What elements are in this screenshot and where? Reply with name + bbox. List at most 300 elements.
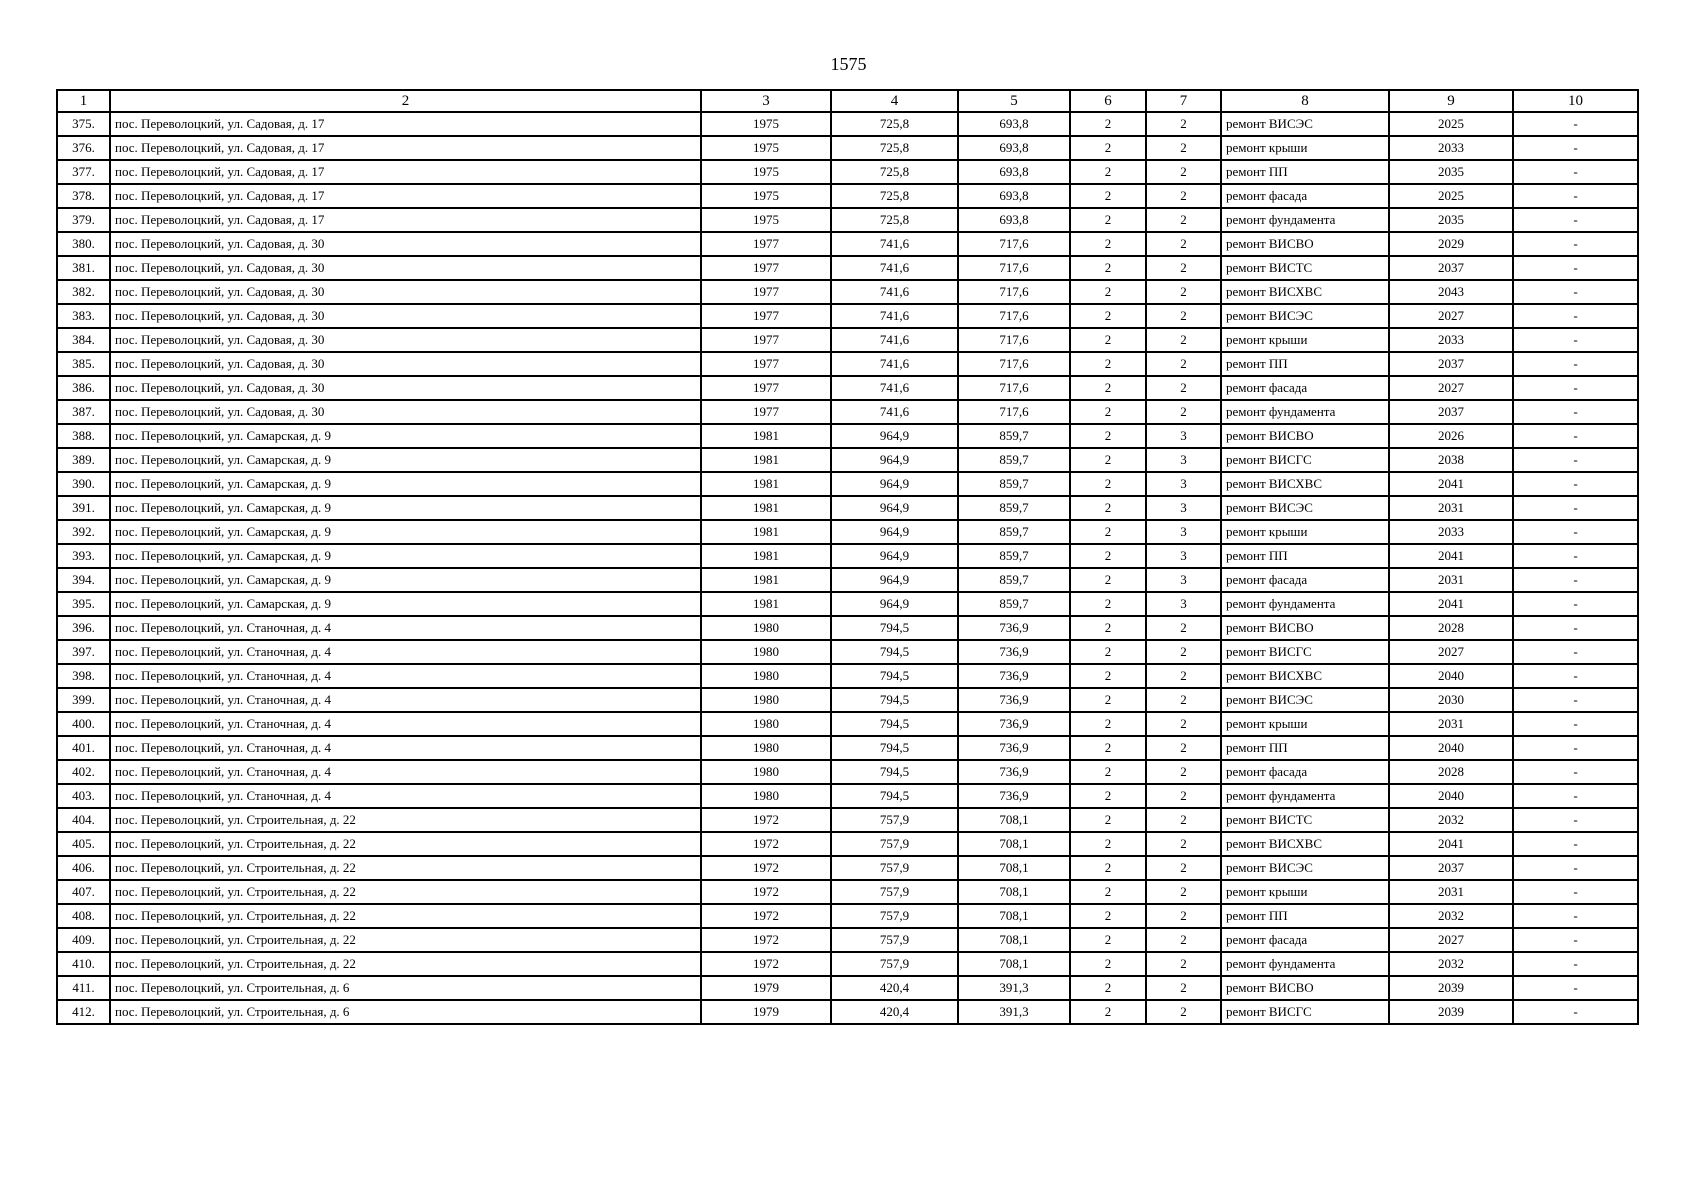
table-row [57, 160, 1638, 184]
cell-entrances: 3 [1146, 424, 1221, 448]
cell-floors: 2 [1070, 304, 1146, 328]
cell-living-area: 708,1 [958, 928, 1070, 952]
cell-entrances: 2 [1146, 808, 1221, 832]
cell-address: пос. Переволоцкий, ул. Строительная, д. 22 [110, 832, 701, 856]
cell-work-type: ремонт фундамента [1221, 400, 1389, 424]
cell-work-type: ремонт ВИСЭС [1221, 112, 1389, 136]
table-row [57, 256, 1638, 280]
cell-note: - [1513, 760, 1638, 784]
column-header-9: 9 [1389, 90, 1513, 112]
cell-work-type: ремонт ВИСХВС [1221, 472, 1389, 496]
cell-living-area: 717,6 [958, 280, 1070, 304]
cell-floors: 2 [1070, 640, 1146, 664]
cell-address: пос. Переволоцкий, ул. Самарская, д. 9 [110, 496, 701, 520]
cell-living-area: 736,9 [958, 688, 1070, 712]
cell-work-type: ремонт ПП [1221, 736, 1389, 760]
cell-entrances: 2 [1146, 736, 1221, 760]
cell-year-built: 1981 [701, 472, 831, 496]
cell-row-number: 397. [57, 640, 110, 664]
cell-total-area: 757,9 [831, 904, 958, 928]
cell-planned-year: 2037 [1389, 856, 1513, 880]
cell-planned-year: 2025 [1389, 184, 1513, 208]
cell-planned-year: 2029 [1389, 232, 1513, 256]
cell-row-number: 396. [57, 616, 110, 640]
cell-year-built: 1980 [701, 640, 831, 664]
cell-note: - [1513, 904, 1638, 928]
cell-year-built: 1979 [701, 976, 831, 1000]
cell-work-type: ремонт ВИСХВС [1221, 832, 1389, 856]
cell-floors: 2 [1070, 160, 1146, 184]
cell-year-built: 1972 [701, 952, 831, 976]
cell-total-area: 725,8 [831, 136, 958, 160]
cell-total-area: 725,8 [831, 208, 958, 232]
cell-living-area: 859,7 [958, 448, 1070, 472]
cell-planned-year: 2041 [1389, 544, 1513, 568]
table-row [57, 424, 1638, 448]
cell-living-area: 693,8 [958, 208, 1070, 232]
cell-row-number: 386. [57, 376, 110, 400]
cell-planned-year: 2032 [1389, 952, 1513, 976]
cell-total-area: 741,6 [831, 304, 958, 328]
cell-total-area: 420,4 [831, 976, 958, 1000]
cell-year-built: 1975 [701, 160, 831, 184]
cell-entrances: 2 [1146, 112, 1221, 136]
cell-total-area: 964,9 [831, 520, 958, 544]
cell-total-area: 725,8 [831, 160, 958, 184]
table-row [57, 640, 1638, 664]
table-row [57, 880, 1638, 904]
cell-row-number: 390. [57, 472, 110, 496]
cell-living-area: 708,1 [958, 904, 1070, 928]
cell-work-type: ремонт ПП [1221, 352, 1389, 376]
cell-work-type: ремонт ПП [1221, 904, 1389, 928]
cell-entrances: 3 [1146, 520, 1221, 544]
column-header-10: 10 [1513, 90, 1638, 112]
cell-total-area: 794,5 [831, 760, 958, 784]
cell-total-area: 964,9 [831, 448, 958, 472]
cell-row-number: 398. [57, 664, 110, 688]
cell-entrances: 3 [1146, 592, 1221, 616]
cell-entrances: 2 [1146, 280, 1221, 304]
cell-work-type: ремонт фасада [1221, 184, 1389, 208]
cell-note: - [1513, 256, 1638, 280]
cell-living-area: 693,8 [958, 184, 1070, 208]
cell-floors: 2 [1070, 496, 1146, 520]
cell-work-type: ремонт ВИСВО [1221, 976, 1389, 1000]
cell-address: пос. Переволоцкий, ул. Садовая, д. 17 [110, 184, 701, 208]
cell-planned-year: 2027 [1389, 376, 1513, 400]
table-row [57, 472, 1638, 496]
cell-entrances: 2 [1146, 376, 1221, 400]
cell-entrances: 2 [1146, 904, 1221, 928]
cell-work-type: ремонт фасада [1221, 928, 1389, 952]
cell-entrances: 2 [1146, 328, 1221, 352]
cell-row-number: 403. [57, 784, 110, 808]
cell-address: пос. Переволоцкий, ул. Самарская, д. 9 [110, 544, 701, 568]
cell-address: пос. Переволоцкий, ул. Садовая, д. 30 [110, 232, 701, 256]
cell-year-built: 1981 [701, 424, 831, 448]
cell-work-type: ремонт крыши [1221, 136, 1389, 160]
cell-note: - [1513, 688, 1638, 712]
cell-address: пос. Переволоцкий, ул. Станочная, д. 4 [110, 712, 701, 736]
cell-living-area: 859,7 [958, 568, 1070, 592]
cell-total-area: 794,5 [831, 784, 958, 808]
cell-address: пос. Переволоцкий, ул. Самарская, д. 9 [110, 424, 701, 448]
cell-total-area: 757,9 [831, 808, 958, 832]
cell-year-built: 1975 [701, 184, 831, 208]
cell-note: - [1513, 520, 1638, 544]
cell-total-area: 794,5 [831, 688, 958, 712]
cell-address: пос. Переволоцкий, ул. Садовая, д. 30 [110, 400, 701, 424]
cell-living-area: 708,1 [958, 880, 1070, 904]
table-row [57, 280, 1638, 304]
cell-total-area: 741,6 [831, 256, 958, 280]
cell-year-built: 1977 [701, 232, 831, 256]
cell-year-built: 1977 [701, 304, 831, 328]
cell-entrances: 2 [1146, 832, 1221, 856]
cell-floors: 2 [1070, 232, 1146, 256]
table-row [57, 376, 1638, 400]
cell-floors: 2 [1070, 1000, 1146, 1024]
cell-row-number: 379. [57, 208, 110, 232]
cell-total-area: 794,5 [831, 712, 958, 736]
cell-year-built: 1981 [701, 592, 831, 616]
cell-row-number: 376. [57, 136, 110, 160]
cell-note: - [1513, 712, 1638, 736]
cell-floors: 2 [1070, 664, 1146, 688]
cell-total-area: 741,6 [831, 232, 958, 256]
column-header-3: 3 [701, 90, 831, 112]
cell-work-type: ремонт ВИСХВС [1221, 280, 1389, 304]
cell-row-number: 392. [57, 520, 110, 544]
column-header-4: 4 [831, 90, 958, 112]
cell-note: - [1513, 424, 1638, 448]
table-row [57, 232, 1638, 256]
cell-entrances: 2 [1146, 760, 1221, 784]
cell-planned-year: 2033 [1389, 136, 1513, 160]
cell-entrances: 2 [1146, 856, 1221, 880]
cell-address: пос. Переволоцкий, ул. Строительная, д. 22 [110, 952, 701, 976]
cell-floors: 2 [1070, 592, 1146, 616]
cell-floors: 2 [1070, 760, 1146, 784]
cell-entrances: 3 [1146, 472, 1221, 496]
cell-total-area: 794,5 [831, 616, 958, 640]
cell-address: пос. Переволоцкий, ул. Самарская, д. 9 [110, 472, 701, 496]
cell-address: пос. Переволоцкий, ул. Садовая, д. 30 [110, 256, 701, 280]
cell-floors: 2 [1070, 208, 1146, 232]
cell-row-number: 393. [57, 544, 110, 568]
cell-planned-year: 2039 [1389, 976, 1513, 1000]
cell-year-built: 1972 [701, 928, 831, 952]
cell-work-type: ремонт ПП [1221, 160, 1389, 184]
cell-living-area: 708,1 [958, 808, 1070, 832]
cell-planned-year: 2037 [1389, 256, 1513, 280]
cell-row-number: 405. [57, 832, 110, 856]
cell-year-built: 1981 [701, 448, 831, 472]
cell-planned-year: 2041 [1389, 472, 1513, 496]
cell-row-number: 383. [57, 304, 110, 328]
cell-work-type: ремонт ВИСХВС [1221, 664, 1389, 688]
cell-planned-year: 2033 [1389, 520, 1513, 544]
cell-address: пос. Переволоцкий, ул. Самарская, д. 9 [110, 592, 701, 616]
cell-planned-year: 2041 [1389, 832, 1513, 856]
cell-total-area: 741,6 [831, 280, 958, 304]
cell-work-type: ремонт ВИСЭС [1221, 688, 1389, 712]
cell-row-number: 375. [57, 112, 110, 136]
cell-floors: 2 [1070, 688, 1146, 712]
cell-year-built: 1975 [701, 112, 831, 136]
cell-row-number: 409. [57, 928, 110, 952]
cell-planned-year: 2032 [1389, 808, 1513, 832]
cell-row-number: 404. [57, 808, 110, 832]
cell-year-built: 1981 [701, 496, 831, 520]
cell-work-type: ремонт крыши [1221, 880, 1389, 904]
cell-total-area: 757,9 [831, 928, 958, 952]
cell-planned-year: 2027 [1389, 928, 1513, 952]
cell-living-area: 859,7 [958, 424, 1070, 448]
cell-floors: 2 [1070, 808, 1146, 832]
cell-living-area: 859,7 [958, 472, 1070, 496]
cell-living-area: 693,8 [958, 160, 1070, 184]
cell-address: пос. Переволоцкий, ул. Садовая, д. 17 [110, 208, 701, 232]
cell-note: - [1513, 736, 1638, 760]
cell-total-area: 757,9 [831, 880, 958, 904]
cell-living-area: 736,9 [958, 616, 1070, 640]
cell-living-area: 736,9 [958, 736, 1070, 760]
cell-living-area: 736,9 [958, 712, 1070, 736]
cell-address: пос. Переволоцкий, ул. Строительная, д. 22 [110, 880, 701, 904]
cell-planned-year: 2028 [1389, 760, 1513, 784]
cell-year-built: 1977 [701, 256, 831, 280]
table-row [57, 496, 1638, 520]
cell-entrances: 2 [1146, 352, 1221, 376]
cell-total-area: 794,5 [831, 640, 958, 664]
cell-work-type: ремонт фундамента [1221, 784, 1389, 808]
cell-note: - [1513, 856, 1638, 880]
cell-note: - [1513, 616, 1638, 640]
cell-floors: 2 [1070, 544, 1146, 568]
cell-work-type: ремонт фундамента [1221, 952, 1389, 976]
cell-entrances: 2 [1146, 688, 1221, 712]
cell-note: - [1513, 928, 1638, 952]
cell-living-area: 693,8 [958, 136, 1070, 160]
cell-address: пос. Переволоцкий, ул. Станочная, д. 4 [110, 760, 701, 784]
cell-year-built: 1972 [701, 880, 831, 904]
cell-year-built: 1980 [701, 784, 831, 808]
cell-planned-year: 2025 [1389, 112, 1513, 136]
table-row [57, 592, 1638, 616]
cell-living-area: 717,6 [958, 400, 1070, 424]
cell-entrances: 2 [1146, 256, 1221, 280]
table-row [57, 520, 1638, 544]
cell-year-built: 1972 [701, 832, 831, 856]
cell-work-type: ремонт ВИСЭС [1221, 304, 1389, 328]
cell-total-area: 964,9 [831, 544, 958, 568]
cell-entrances: 2 [1146, 184, 1221, 208]
cell-entrances: 2 [1146, 616, 1221, 640]
cell-address: пос. Переволоцкий, ул. Станочная, д. 4 [110, 640, 701, 664]
cell-address: пос. Переволоцкий, ул. Самарская, д. 9 [110, 520, 701, 544]
cell-address: пос. Переволоцкий, ул. Садовая, д. 30 [110, 280, 701, 304]
cell-planned-year: 2032 [1389, 904, 1513, 928]
cell-planned-year: 2031 [1389, 880, 1513, 904]
cell-year-built: 1980 [701, 688, 831, 712]
table-row [57, 952, 1638, 976]
cell-year-built: 1981 [701, 568, 831, 592]
cell-year-built: 1980 [701, 616, 831, 640]
cell-address: пос. Переволоцкий, ул. Садовая, д. 17 [110, 112, 701, 136]
cell-note: - [1513, 136, 1638, 160]
cell-year-built: 1975 [701, 208, 831, 232]
cell-address: пос. Переволоцкий, ул. Строительная, д. 22 [110, 928, 701, 952]
cell-note: - [1513, 640, 1638, 664]
cell-row-number: 411. [57, 976, 110, 1000]
cell-work-type: ремонт крыши [1221, 712, 1389, 736]
cell-planned-year: 2037 [1389, 352, 1513, 376]
table-row [57, 448, 1638, 472]
cell-entrances: 2 [1146, 880, 1221, 904]
cell-floors: 2 [1070, 616, 1146, 640]
cell-row-number: 389. [57, 448, 110, 472]
cell-total-area: 741,6 [831, 352, 958, 376]
cell-total-area: 964,9 [831, 496, 958, 520]
cell-note: - [1513, 160, 1638, 184]
cell-floors: 2 [1070, 424, 1146, 448]
cell-address: пос. Переволоцкий, ул. Садовая, д. 30 [110, 376, 701, 400]
cell-row-number: 380. [57, 232, 110, 256]
cell-total-area: 757,9 [831, 952, 958, 976]
cell-planned-year: 2031 [1389, 568, 1513, 592]
cell-entrances: 2 [1146, 928, 1221, 952]
table-row [57, 832, 1638, 856]
cell-row-number: 388. [57, 424, 110, 448]
cell-note: - [1513, 784, 1638, 808]
cell-year-built: 1977 [701, 328, 831, 352]
cell-entrances: 2 [1146, 664, 1221, 688]
cell-total-area: 741,6 [831, 400, 958, 424]
cell-total-area: 794,5 [831, 664, 958, 688]
cell-address: пос. Переволоцкий, ул. Станочная, д. 4 [110, 784, 701, 808]
cell-living-area: 736,9 [958, 760, 1070, 784]
cell-row-number: 384. [57, 328, 110, 352]
cell-floors: 2 [1070, 880, 1146, 904]
cell-note: - [1513, 376, 1638, 400]
cell-planned-year: 2027 [1389, 304, 1513, 328]
cell-note: - [1513, 352, 1638, 376]
cell-floors: 2 [1070, 256, 1146, 280]
cell-year-built: 1977 [701, 376, 831, 400]
cell-row-number: 385. [57, 352, 110, 376]
cell-note: - [1513, 808, 1638, 832]
cell-row-number: 402. [57, 760, 110, 784]
cell-total-area: 964,9 [831, 592, 958, 616]
cell-living-area: 717,6 [958, 328, 1070, 352]
table-row [57, 784, 1638, 808]
cell-living-area: 717,6 [958, 256, 1070, 280]
cell-planned-year: 2027 [1389, 640, 1513, 664]
cell-note: - [1513, 592, 1638, 616]
cell-entrances: 2 [1146, 952, 1221, 976]
cell-living-area: 717,6 [958, 376, 1070, 400]
table-row [57, 664, 1638, 688]
cell-note: - [1513, 952, 1638, 976]
cell-floors: 2 [1070, 136, 1146, 160]
cell-work-type: ремонт ВИСТС [1221, 256, 1389, 280]
cell-floors: 2 [1070, 280, 1146, 304]
cell-planned-year: 2033 [1389, 328, 1513, 352]
cell-work-type: ремонт крыши [1221, 328, 1389, 352]
table-row [57, 304, 1638, 328]
cell-entrances: 3 [1146, 568, 1221, 592]
cell-entrances: 2 [1146, 232, 1221, 256]
cell-year-built: 1980 [701, 760, 831, 784]
cell-floors: 2 [1070, 952, 1146, 976]
cell-note: - [1513, 664, 1638, 688]
cell-work-type: ремонт ВИСВО [1221, 424, 1389, 448]
cell-living-area: 391,3 [958, 1000, 1070, 1024]
cell-planned-year: 2028 [1389, 616, 1513, 640]
table-row [57, 400, 1638, 424]
cell-address: пос. Переволоцкий, ул. Садовая, д. 30 [110, 352, 701, 376]
cell-living-area: 717,6 [958, 304, 1070, 328]
cell-total-area: 757,9 [831, 856, 958, 880]
cell-address: пос. Переволоцкий, ул. Строительная, д. 6 [110, 1000, 701, 1024]
cell-year-built: 1977 [701, 352, 831, 376]
cell-total-area: 741,6 [831, 376, 958, 400]
table-row [57, 184, 1638, 208]
cell-note: - [1513, 232, 1638, 256]
cell-floors: 2 [1070, 568, 1146, 592]
cell-living-area: 717,6 [958, 352, 1070, 376]
cell-living-area: 736,9 [958, 784, 1070, 808]
cell-total-area: 741,6 [831, 328, 958, 352]
cell-note: - [1513, 568, 1638, 592]
cell-row-number: 394. [57, 568, 110, 592]
cell-work-type: ремонт ВИСЭС [1221, 856, 1389, 880]
cell-work-type: ремонт ПП [1221, 544, 1389, 568]
cell-address: пос. Переволоцкий, ул. Садовая, д. 30 [110, 304, 701, 328]
cell-entrances: 2 [1146, 1000, 1221, 1024]
cell-planned-year: 2035 [1389, 160, 1513, 184]
cell-living-area: 693,8 [958, 112, 1070, 136]
table-row [57, 112, 1638, 136]
table-row [57, 976, 1638, 1000]
cell-planned-year: 2041 [1389, 592, 1513, 616]
cell-year-built: 1981 [701, 520, 831, 544]
cell-note: - [1513, 1000, 1638, 1024]
cell-year-built: 1980 [701, 736, 831, 760]
cell-work-type: ремонт фасада [1221, 376, 1389, 400]
cell-floors: 2 [1070, 448, 1146, 472]
cell-address: пос. Переволоцкий, ул. Станочная, д. 4 [110, 688, 701, 712]
cell-row-number: 412. [57, 1000, 110, 1024]
cell-address: пос. Переволоцкий, ул. Садовая, д. 17 [110, 136, 701, 160]
cell-floors: 2 [1070, 832, 1146, 856]
table-row [57, 928, 1638, 952]
cell-year-built: 1972 [701, 904, 831, 928]
table-row [57, 688, 1638, 712]
cell-planned-year: 2031 [1389, 496, 1513, 520]
column-header-1: 1 [57, 90, 110, 112]
table-row [57, 568, 1638, 592]
cell-work-type: ремонт ВИСЭС [1221, 496, 1389, 520]
cell-note: - [1513, 280, 1638, 304]
cell-work-type: ремонт фундамента [1221, 592, 1389, 616]
cell-note: - [1513, 448, 1638, 472]
table-row [57, 136, 1638, 160]
cell-entrances: 2 [1146, 784, 1221, 808]
cell-floors: 2 [1070, 472, 1146, 496]
